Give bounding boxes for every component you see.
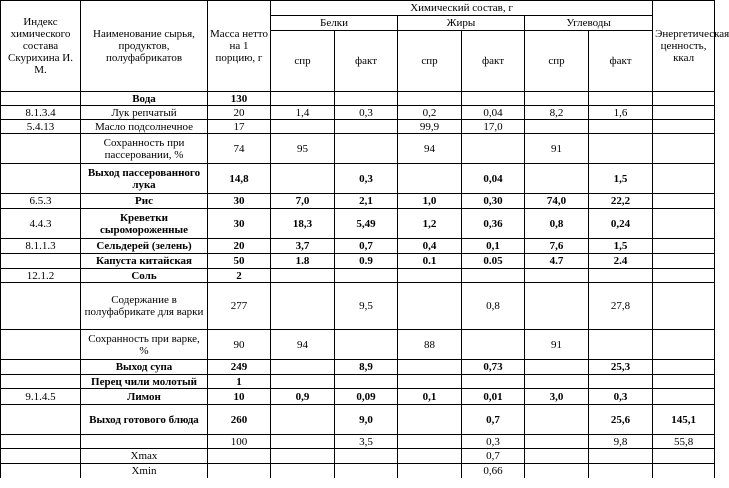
header-fat-fact: факт (462, 31, 525, 92)
cell-carbs-fact (589, 134, 653, 164)
cell-index: 12.1.2 (1, 269, 81, 283)
cell-protein-spr (271, 283, 335, 330)
cell-name (81, 435, 208, 449)
cell-index (1, 330, 81, 360)
cell-index (1, 164, 81, 194)
cell-protein-fact (335, 330, 398, 360)
header-fat-spr: спр (398, 31, 462, 92)
cell-carbs-spr (525, 92, 589, 106)
cell-mass: 2 (208, 269, 271, 283)
cell-carbs-fact (589, 269, 653, 283)
cell-protein-spr (271, 464, 335, 478)
header-energy: Энергетическая ценность, ккал (653, 1, 715, 92)
cell-protein-fact (335, 269, 398, 283)
cell-name: Сельдерей (зелень) (81, 239, 208, 254)
table-row (1, 283, 715, 330)
cell-fat-spr: 0.1 (398, 254, 462, 269)
cell-carbs-fact: 0,3 (589, 389, 653, 405)
cell-fat-fact: 0,01 (462, 389, 525, 405)
cell-fat-fact (462, 375, 525, 389)
cell-protein-fact (335, 375, 398, 389)
table-row (1, 375, 715, 389)
cell-carbs-fact: 0,24 (589, 209, 653, 239)
cell-fat-spr (398, 269, 462, 283)
cell-fat-fact (462, 269, 525, 283)
cell-fat-spr (398, 405, 462, 435)
table-row (1, 360, 715, 375)
cell-carbs-spr: 91 (525, 134, 589, 164)
header-chem-composition: Химический состав, г (271, 1, 653, 16)
cell-carbs-spr (525, 164, 589, 194)
cell-mass: 130 (208, 92, 271, 106)
cell-carbs-fact: 27,8 (589, 283, 653, 330)
cell-mass: 50 (208, 254, 271, 269)
cell-mass: 14,8 (208, 164, 271, 194)
cell-energy (653, 239, 715, 254)
header-carbs-fact: факт (589, 31, 653, 92)
cell-mass: 1 (208, 375, 271, 389)
cell-mass: 249 (208, 360, 271, 375)
cell-name: Соль (81, 269, 208, 283)
cell-fat-fact: 17,0 (462, 120, 525, 134)
cell-energy (653, 92, 715, 106)
cell-energy (653, 389, 715, 405)
cell-name: Рис (81, 194, 208, 209)
cell-name: Перец чили молотый (81, 375, 208, 389)
cell-protein-spr (271, 92, 335, 106)
cell-name: Содержание в полуфабрикате для варки (81, 283, 208, 330)
cell-mass: 30 (208, 209, 271, 239)
cell-index (1, 92, 81, 106)
cell-mass (208, 449, 271, 464)
cell-mass (208, 464, 271, 478)
cell-fat-spr: 0,2 (398, 106, 462, 120)
cell-index (1, 405, 81, 435)
cell-carbs-spr: 8,2 (525, 106, 589, 120)
cell-protein-fact (335, 449, 398, 464)
cell-carbs-fact: 25,6 (589, 405, 653, 435)
cell-carbs-fact (589, 449, 653, 464)
cell-protein-spr: 18,3 (271, 209, 335, 239)
header-carbs: Углеводы (525, 16, 653, 31)
cell-carbs-fact: 25,3 (589, 360, 653, 375)
cell-energy (653, 449, 715, 464)
cell-protein-spr: 7,0 (271, 194, 335, 209)
cell-carbs-spr: 74,0 (525, 194, 589, 209)
cell-protein-fact (335, 92, 398, 106)
cell-protein-fact: 0,3 (335, 164, 398, 194)
table-row (1, 194, 715, 209)
header-protein: Белки (271, 16, 398, 31)
cell-fat-fact: 0,7 (462, 405, 525, 435)
cell-fat-spr (398, 375, 462, 389)
header-mass: Масса нетто на 1 порцию, г (208, 1, 271, 92)
cell-name: Выход пассерованного лука (81, 164, 208, 194)
cell-fat-spr: 88 (398, 330, 462, 360)
cell-protein-spr (271, 375, 335, 389)
cell-protein-fact: 9,5 (335, 283, 398, 330)
cell-protein-spr (271, 120, 335, 134)
cell-protein-spr: 1.8 (271, 254, 335, 269)
cell-fat-fact: 0,66 (462, 464, 525, 478)
cell-name: Вода (81, 92, 208, 106)
cell-fat-fact (462, 330, 525, 360)
cell-protein-spr (271, 449, 335, 464)
cell-energy (653, 209, 715, 239)
cell-energy (653, 375, 715, 389)
cell-protein-spr (271, 269, 335, 283)
cell-name: Креветки сыромороженные (81, 209, 208, 239)
cell-name: Xmin (81, 464, 208, 478)
cell-protein-fact (335, 120, 398, 134)
cell-protein-spr (271, 405, 335, 435)
header-fat: Жиры (398, 16, 525, 31)
cell-index (1, 435, 81, 449)
cell-name: Xmax (81, 449, 208, 464)
cell-energy: 145,1 (653, 405, 715, 435)
cell-carbs-spr (525, 405, 589, 435)
cell-protein-spr (271, 435, 335, 449)
cell-fat-spr: 94 (398, 134, 462, 164)
table-row (1, 120, 715, 134)
cell-carbs-spr: 7,6 (525, 239, 589, 254)
cell-fat-fact: 0,04 (462, 106, 525, 120)
cell-protein-fact: 0.9 (335, 254, 398, 269)
cell-mass: 100 (208, 435, 271, 449)
cell-mass: 74 (208, 134, 271, 164)
cell-protein-fact: 0,09 (335, 389, 398, 405)
cell-index: 5.4.13 (1, 120, 81, 134)
cell-energy (653, 464, 715, 478)
cell-carbs-spr (525, 435, 589, 449)
table-row (1, 330, 715, 360)
table-row (1, 92, 715, 106)
cell-mass: 20 (208, 106, 271, 120)
header-carbs-spr: спр (525, 31, 589, 92)
table-row (1, 435, 715, 449)
cell-mass: 260 (208, 405, 271, 435)
table-row (1, 449, 715, 464)
cell-carbs-fact (589, 120, 653, 134)
cell-energy: 55,8 (653, 435, 715, 449)
cell-energy (653, 283, 715, 330)
cell-carbs-spr (525, 283, 589, 330)
cell-fat-spr (398, 164, 462, 194)
cell-index (1, 449, 81, 464)
table-row (1, 389, 715, 405)
cell-carbs-spr (525, 464, 589, 478)
table-row (1, 239, 715, 254)
table-row (1, 254, 715, 269)
cell-fat-fact: 0,8 (462, 283, 525, 330)
cell-mass: 10 (208, 389, 271, 405)
cell-energy (653, 120, 715, 134)
cell-protein-fact (335, 464, 398, 478)
cell-mass: 277 (208, 283, 271, 330)
cell-name: Выход готового блюда (81, 405, 208, 435)
header-name: Наименование сырья, продуктов, полуфабрикатов (81, 1, 208, 92)
cell-protein-spr: 3,7 (271, 239, 335, 254)
cell-protein-spr: 94 (271, 330, 335, 360)
cell-mass: 17 (208, 120, 271, 134)
cell-carbs-fact (589, 92, 653, 106)
cell-index: 4.4.3 (1, 209, 81, 239)
cell-carbs-fact: 22,2 (589, 194, 653, 209)
cell-index (1, 283, 81, 330)
cell-energy (653, 330, 715, 360)
cell-carbs-spr (525, 120, 589, 134)
cell-energy (653, 254, 715, 269)
cell-energy (653, 360, 715, 375)
cell-protein-fact: 3,5 (335, 435, 398, 449)
cell-carbs-fact (589, 464, 653, 478)
cell-protein-spr: 95 (271, 134, 335, 164)
cell-mass: 90 (208, 330, 271, 360)
cell-carbs-spr: 91 (525, 330, 589, 360)
cell-carbs-spr: 3,0 (525, 389, 589, 405)
cell-fat-fact: 0,73 (462, 360, 525, 375)
cell-carbs-fact: 1,5 (589, 239, 653, 254)
cell-fat-spr (398, 283, 462, 330)
cell-protein-spr: 1,4 (271, 106, 335, 120)
table-row (1, 209, 715, 239)
cell-fat-fact (462, 92, 525, 106)
cell-fat-spr: 0,1 (398, 389, 462, 405)
cell-protein-spr (271, 164, 335, 194)
cell-name: Сохранность при варке, % (81, 330, 208, 360)
cell-name: Сохранность при пассеровании, % (81, 134, 208, 164)
cell-carbs-fact: 2.4 (589, 254, 653, 269)
cell-fat-fact: 0,04 (462, 164, 525, 194)
cell-protein-spr (271, 360, 335, 375)
cell-carbs-spr (525, 360, 589, 375)
cell-index (1, 360, 81, 375)
cell-fat-spr (398, 464, 462, 478)
cell-carbs-fact (589, 330, 653, 360)
cell-carbs-spr (525, 449, 589, 464)
header-protein-fact: факт (335, 31, 398, 92)
cell-protein-fact: 0,3 (335, 106, 398, 120)
cell-fat-spr (398, 435, 462, 449)
cell-carbs-fact: 1,6 (589, 106, 653, 120)
cell-index: 8.1.1.3 (1, 239, 81, 254)
table-row (1, 464, 715, 478)
cell-name: Выход супа (81, 360, 208, 375)
table-row (1, 134, 715, 164)
cell-energy (653, 269, 715, 283)
cell-index: 6.5.3 (1, 194, 81, 209)
cell-mass: 30 (208, 194, 271, 209)
cell-name: Капуста китайская (81, 254, 208, 269)
header-index: Индекс химического состава Скурихина И. М. (1, 1, 81, 92)
cell-index (1, 134, 81, 164)
cell-fat-fact: 0.05 (462, 254, 525, 269)
cell-carbs-fact: 1,5 (589, 164, 653, 194)
cell-fat-spr: 1,2 (398, 209, 462, 239)
cell-fat-fact: 0,36 (462, 209, 525, 239)
cell-fat-spr: 99,9 (398, 120, 462, 134)
cell-fat-spr (398, 92, 462, 106)
cell-fat-fact: 0,30 (462, 194, 525, 209)
cell-carbs-spr (525, 269, 589, 283)
table-row (1, 405, 715, 435)
header-protein-spr: спр (271, 31, 335, 92)
cell-carbs-fact (589, 375, 653, 389)
cell-carbs-spr: 0,8 (525, 209, 589, 239)
cell-fat-fact: 0,7 (462, 449, 525, 464)
cell-protein-fact: 8,9 (335, 360, 398, 375)
cell-carbs-fact: 9,8 (589, 435, 653, 449)
cell-index: 9.1.4.5 (1, 389, 81, 405)
cell-name: Лимон (81, 389, 208, 405)
cell-protein-fact: 9,0 (335, 405, 398, 435)
cell-mass: 20 (208, 239, 271, 254)
cell-carbs-spr: 4.7 (525, 254, 589, 269)
cell-fat-spr: 1,0 (398, 194, 462, 209)
cell-index (1, 254, 81, 269)
cell-protein-fact (335, 134, 398, 164)
cell-energy (653, 106, 715, 120)
cell-protein-fact: 2,1 (335, 194, 398, 209)
cell-protein-fact: 5,49 (335, 209, 398, 239)
cell-energy (653, 194, 715, 209)
cell-fat-spr (398, 449, 462, 464)
cell-carbs-spr (525, 375, 589, 389)
cell-energy (653, 134, 715, 164)
cell-name: Лук репчатый (81, 106, 208, 120)
cell-fat-fact (462, 134, 525, 164)
cell-index (1, 464, 81, 478)
cell-fat-spr (398, 360, 462, 375)
table-row (1, 106, 715, 120)
cell-fat-spr: 0,4 (398, 239, 462, 254)
cell-fat-fact: 0,3 (462, 435, 525, 449)
cell-protein-spr: 0,9 (271, 389, 335, 405)
table-row (1, 269, 715, 283)
cell-index (1, 375, 81, 389)
table-row (1, 164, 715, 194)
cell-energy (653, 164, 715, 194)
cell-index: 8.1.3.4 (1, 106, 81, 120)
cell-fat-fact: 0,1 (462, 239, 525, 254)
cell-protein-fact: 0,7 (335, 239, 398, 254)
cell-name: Масло подсолнечное (81, 120, 208, 134)
